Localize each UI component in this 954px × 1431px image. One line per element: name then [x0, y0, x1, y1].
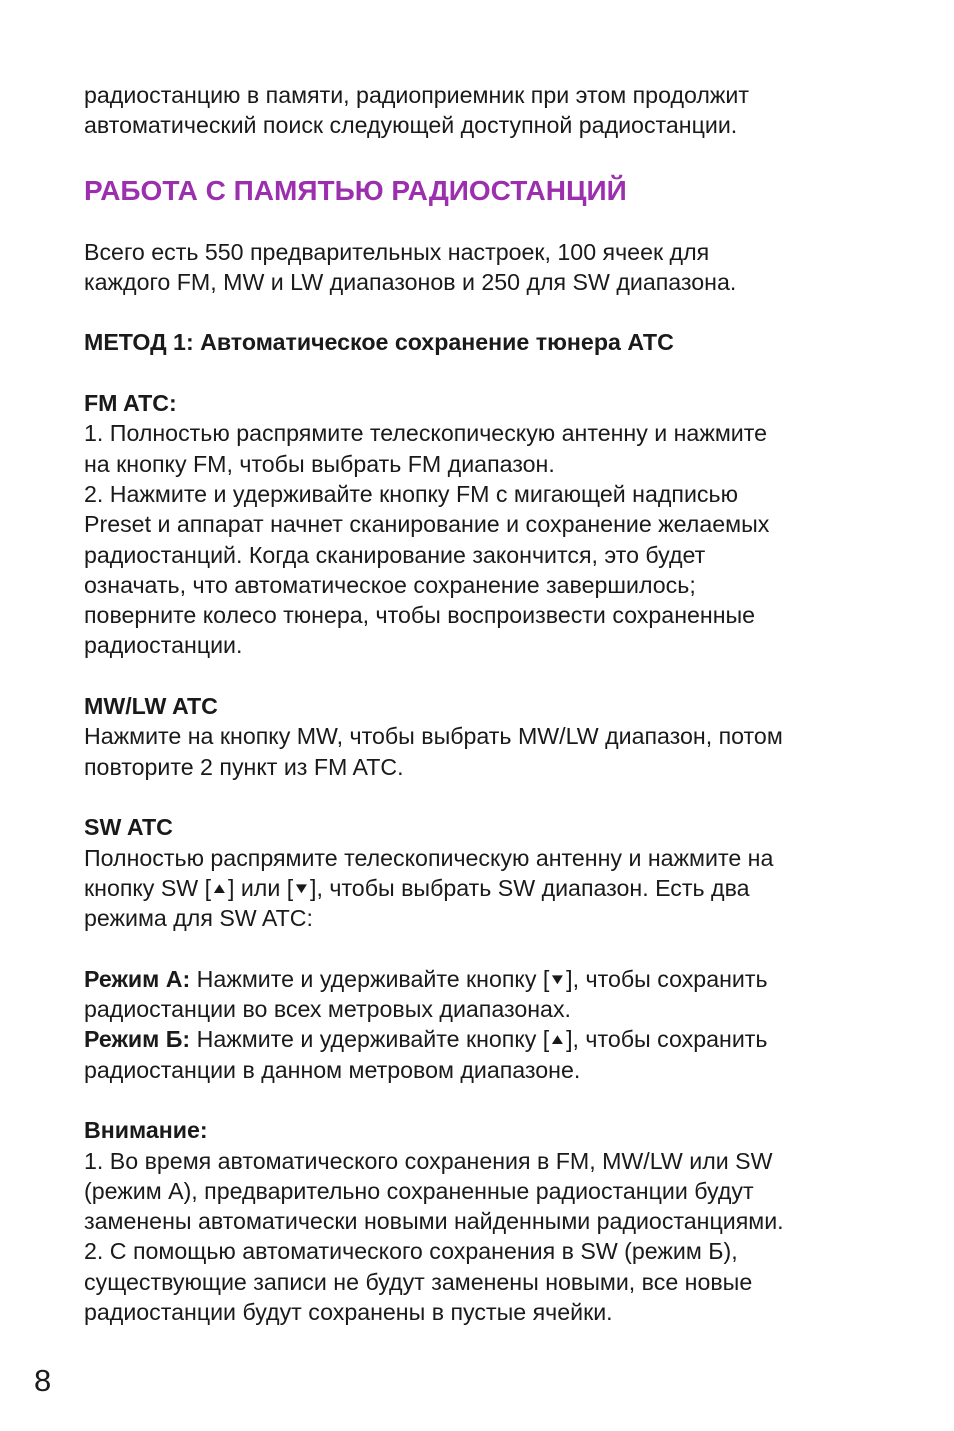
mode-a-label: Режим А: — [84, 965, 191, 992]
mode-b-line — [84, 1024, 884, 1054]
up-arrow-icon: ▲ — [548, 1031, 567, 1049]
mwlw-atc-title: MW/LW ATC — [84, 693, 218, 720]
summary-line: Всего есть 550 предварительных настроек, 100 ячеек для — [84, 238, 710, 265]
note-line: 2. С помощью автоматического сохранения в SW (режим Б), — [84, 1238, 738, 1265]
mode-b-text: Нажмите и удерживайте кнопку [ — [190, 1026, 550, 1053]
fm-atc-line: 2. Нажмите и удерживайте кнопку FM с мигающей надписью — [84, 480, 738, 507]
fm-atc-line: 1. Полностью распрямите телескопическую антенну и нажмите — [84, 420, 767, 447]
fm-atc-line: поверните колесо тюнера, чтобы воспроизвести сохраненные — [84, 602, 756, 629]
sw-atc-title: SW ATC — [84, 814, 173, 841]
mode-b-line: радиостанции в данном метровом диапазоне. — [84, 1056, 581, 1083]
down-arrow-icon: ▼ — [292, 879, 311, 897]
note-line: 1. Во время автоматического сохранения в FM, MW/LW или SW — [84, 1147, 773, 1174]
sw-text: кнопку SW [ — [84, 874, 212, 901]
sw-atc-line: Полностью распрямите телескопическую антенну и нажмите на — [84, 844, 774, 871]
note-line: заменены автоматически новыми найденными радиостанциями. — [84, 1208, 784, 1235]
note-line: существующие записи не будут заменены новыми, все новые — [84, 1268, 753, 1295]
section-title: РАБОТА С ПАМЯТЬЮ РАДИОСТАНЦИЙ — [84, 174, 627, 206]
mode-b-label: Режим Б: — [84, 1026, 191, 1053]
note-title: Внимание: — [84, 1117, 208, 1144]
fm-atc-line: на кнопку FM, чтобы выбрать FM диапазон. — [84, 450, 555, 477]
sw-atc-line — [84, 873, 884, 903]
mode-b-text: ], чтобы сохранить — [566, 1026, 768, 1053]
sw-text: ] или [ — [227, 874, 294, 901]
mode-a-text: ], чтобы сохранить — [566, 965, 768, 992]
sw-text: ], чтобы выбрать SW диапазон. Есть два — [310, 874, 750, 901]
sw-atc-line: режима для SW ATC: — [84, 905, 313, 932]
fm-atc-line: означать, что автоматическое сохранение завершилось; — [84, 571, 696, 598]
fm-atc-line: радиостанций. Когда сканирование закончится, это будет — [84, 541, 706, 568]
up-arrow-icon: ▲ — [210, 879, 229, 897]
mwlw-atc-line: Нажмите на кнопку MW, чтобы выбрать MW/LW диапазон, потом — [84, 723, 783, 750]
manual-page-content — [84, 80, 884, 1327]
down-arrow-icon: ▼ — [548, 970, 568, 988]
summary-line: каждого FM, MW и LW диапазонов и 250 для SW диапазона. — [84, 268, 737, 295]
note-line: радиостанции будут сохранены в пустые ячейки. — [84, 1298, 613, 1325]
fm-atc-line: радиостанции. — [84, 632, 243, 659]
method-title: МЕТОД 1: Автоматическое сохранение тюнера АТС — [84, 329, 674, 356]
intro-line: радиостанцию в памяти, радиоприемник при этом продолжит — [84, 82, 749, 108]
mwlw-atc-line: повторите 2 пункт из FM ATC. — [84, 753, 404, 780]
note-line: (режим А), предварительно сохраненные радиостанции будут — [84, 1177, 754, 1204]
page-number: 8 — [34, 1363, 52, 1398]
mode-a-line — [84, 964, 884, 994]
mode-a-line: радиостанции во всех метровых диапазонах. — [84, 996, 571, 1023]
fm-atc-line: Preset и аппарат начнет сканирование и сохранение желаемых — [84, 511, 770, 538]
mode-a-text: Нажмите и удерживайте кнопку [ — [190, 965, 550, 992]
intro-line: автоматический поиск следующей доступной радиостанции. — [84, 112, 738, 139]
fm-atc-title: FM ATC: — [84, 390, 177, 417]
